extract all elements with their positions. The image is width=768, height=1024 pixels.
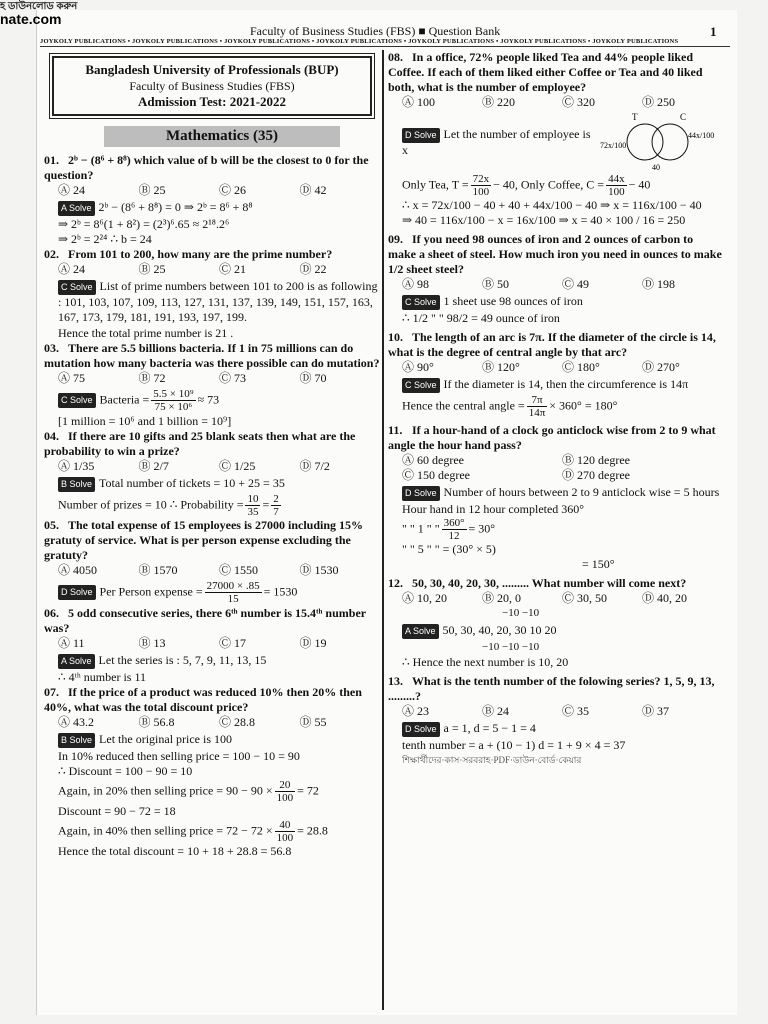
question-text: In a office, 72% people liked Tea and 44% people liked Coffee. If each of them liked either Coffee or Tea and 40 liked both, what is the number of employee? xyxy=(388,50,703,94)
option-d: Ⓓ 19 xyxy=(299,636,327,650)
option-d: Ⓓ 40, 20 xyxy=(642,591,688,605)
faculty-name: Faculty of Business Studies (FBS) xyxy=(129,79,295,93)
header-title: Faculty of Business Studies (FBS) ■ Question Bank xyxy=(250,24,501,38)
option-a: Ⓐ 24 xyxy=(58,183,86,197)
fraction: $\frac{27000 \times .85}{15}$ xyxy=(206,580,260,605)
question-text: 5 odd consecutive series, there 6ᵗʰ number is 15.4ᵗʰ number was? xyxy=(44,606,366,635)
solution-line: Number of hours between 2 to 9 anticlock wise = 5 hours xyxy=(443,485,720,499)
solution-line: ⇒ 2ᵇ = 2²⁴ ∴ b = 24 xyxy=(58,232,152,246)
option-b: Ⓑ 2/7 xyxy=(138,459,169,473)
question-number: 04. xyxy=(44,429,59,443)
exam-title-box xyxy=(52,56,372,116)
solution-text: Bacteria = xyxy=(99,392,150,407)
solution-line: Let the original price is 100 xyxy=(99,732,233,746)
option-d: Ⓓ 22 xyxy=(299,262,327,276)
option-b: Ⓑ 220 xyxy=(482,95,516,109)
option-b: Ⓑ 50 xyxy=(482,277,510,291)
option-b: Ⓑ 56.8 xyxy=(138,715,175,729)
option-c: Ⓒ 1550 xyxy=(219,563,259,577)
venn-left-value: 72x/100 xyxy=(600,141,627,150)
option-d: Ⓓ 37 xyxy=(642,704,670,718)
option-b: Ⓑ 25 xyxy=(138,262,166,276)
option-b: Ⓑ 120° xyxy=(482,360,520,374)
question-text: From 101 to 200, how many are the prime number? xyxy=(68,247,333,261)
answer-badge: B Solve xyxy=(58,733,95,748)
fraction: $\frac{40}{100}$ xyxy=(276,819,294,844)
option-a: Ⓐ 75 xyxy=(58,371,86,385)
option-c: Ⓒ 150 degree xyxy=(402,468,470,482)
question-text: 2ᵇ − (8⁶ + 8⁸) which value of b will be the closest to 0 for the question? xyxy=(44,153,369,182)
option-d: Ⓓ 7/2 xyxy=(299,459,330,473)
university-name: Bangladesh University of Professionals (BUP) xyxy=(85,62,339,77)
question-12 xyxy=(388,576,722,670)
left-column xyxy=(44,50,380,859)
answer-badge: D Solve xyxy=(402,486,440,501)
solution-text: = 72 xyxy=(297,783,319,798)
solution-line: ⇒ 2ᵇ = 8⁶(1 + 8²) = (2³)⁶.65 ≈ 2¹⁸.2⁶ xyxy=(58,217,230,231)
watermark-domain: nate.com xyxy=(0,11,62,27)
option-d: Ⓓ 270 degree xyxy=(562,468,630,482)
answer-badge: A Solve xyxy=(402,624,439,639)
option-b: Ⓑ 13 xyxy=(138,636,166,650)
option-a: Ⓐ 24 xyxy=(58,262,86,276)
solution-text: ≈ 73 xyxy=(197,392,220,407)
answer-badge: D Solve xyxy=(402,722,440,737)
question-01 xyxy=(44,153,380,247)
option-c: Ⓒ 1/25 xyxy=(219,459,256,473)
option-c: Ⓒ 28.8 xyxy=(219,715,256,729)
question-13 xyxy=(388,674,722,768)
answer-badge: A Solve xyxy=(58,201,95,216)
solution-text: − 40 xyxy=(628,177,651,192)
admission-test: Admission Test: 2021-2022 xyxy=(137,94,287,109)
question-text: There are 5.5 billions bacteria. If 1 in 75 millions can do mutation how many bacteria was there possible can do mutation? xyxy=(44,341,380,370)
option-d: Ⓓ 250 xyxy=(642,95,676,109)
solution-line: tenth number = a + (10 − 1) d = 1 + 9 × 4 = 37 xyxy=(402,738,626,752)
page-number: 1 xyxy=(710,24,717,39)
answer-badge: B Solve xyxy=(58,477,95,492)
question-number: 09. xyxy=(388,232,403,246)
solution-line: Discount = 90 − 72 = 18 xyxy=(58,804,176,818)
answer-badge: C Solve xyxy=(58,393,96,408)
question-text: If you need 98 ounces of iron and 2 ounces of carbon to make a sheet of steel. How much iron you need in ounces to make 1/2 sheet steel? xyxy=(388,232,722,276)
question-02 xyxy=(44,247,380,341)
solution-line: Let the series is : 5, 7, 9, 11, 13, 15 xyxy=(98,653,267,667)
solution-line: 2ᵇ − (8⁶ + 8⁸) = 0 ⇒ 2ᵇ = 8⁶ + 8⁸ xyxy=(98,200,253,214)
fraction: $\frac{7\pi}{14\pi}$ xyxy=(528,394,546,419)
solution-line: ∴ x = 72x/100 − 40 + 40 + 44x/100 − 40 ⇒ x = 116x/100 − 40 xyxy=(402,198,702,212)
answer-badge: C Solve xyxy=(402,295,440,310)
question-03 xyxy=(44,341,380,429)
footer-watermark: শিক্ষার্থীদের·কাস·সরবরাহ·PDF·ডাউন·বোর্ড·কেয়ার xyxy=(402,755,582,765)
option-c: Ⓒ 21 xyxy=(219,262,247,276)
solution-text: − 40, Only Coffee, C = xyxy=(493,177,605,192)
series-line: 50, 30, 40, 20, 30 10 20 xyxy=(442,623,557,637)
question-07 xyxy=(44,685,380,859)
solution-line: [1 million = 10⁶ and 1 billion = 10⁹] xyxy=(58,414,232,428)
question-number: 01. xyxy=(44,153,59,167)
solution-text: = 1530 xyxy=(263,584,298,599)
venn-right-value: 44x/100 xyxy=(688,131,715,140)
fraction: $\frac{20}{100}$ xyxy=(276,779,294,804)
solution-line: ∴ 1/2 " " 98/2 = 49 ounce of iron xyxy=(402,311,560,325)
solution-line: Hence the total prime number is 21 . xyxy=(58,326,234,340)
venn-label-coffee: C xyxy=(680,112,687,122)
question-text: If the price of a product was reduced 10% then 20% then 40%, what was the total discount price? xyxy=(44,685,362,714)
site-watermark xyxy=(0,0,77,26)
question-number: 10. xyxy=(388,330,403,344)
solution-line: Hour hand in 12 hour completed 360° xyxy=(402,502,585,516)
watermark-bangla: হ ডাউনলোড করুন xyxy=(0,1,78,12)
option-a: Ⓐ 11 xyxy=(58,636,85,650)
solution-line: ∴ 4ᵗʰ number is 11 xyxy=(58,670,147,684)
option-b: Ⓑ 25 xyxy=(138,183,166,197)
question-number: 11. xyxy=(388,423,403,437)
solution-line: ⇒ 40 = 116x/100 − x = 16x/100 ⇒ x = 40 × 100 / 16 = 250 xyxy=(402,213,686,227)
solution-line: Let the number of employee is x xyxy=(402,126,591,157)
solution-text: Again, in 20% then selling price = 90 − 90 × xyxy=(58,783,273,798)
solution-text: Hence the central angle = xyxy=(402,398,525,413)
question-number: 06. xyxy=(44,606,59,620)
option-a: Ⓐ 90° xyxy=(402,360,434,374)
solution-line: Total number of tickets = 10 + 25 = 35 xyxy=(99,476,285,490)
venn-diagram xyxy=(600,112,720,172)
fraction: $\frac{44x}{100}$ xyxy=(608,173,625,198)
option-d: Ⓓ 55 xyxy=(299,715,327,729)
solution-text: Again, in 40% then selling price = 72 − 72 × xyxy=(58,823,273,838)
answer-badge: C Solve xyxy=(402,378,440,393)
option-b: Ⓑ 24 xyxy=(482,704,510,718)
series-diff-bottom: −10 −10 −10 xyxy=(482,641,540,653)
option-c: Ⓒ 30, 50 xyxy=(562,591,608,605)
solution-text: = xyxy=(262,497,270,512)
solution-text: × 360° = 180° xyxy=(549,398,618,413)
column-divider xyxy=(382,50,384,1010)
question-10 xyxy=(388,330,722,419)
option-d: Ⓓ 198 xyxy=(642,277,676,291)
question-number: 07. xyxy=(44,685,59,699)
option-d: Ⓓ 1530 xyxy=(299,563,339,577)
question-text: The total expense of 15 employees is 27000 including 15% gratuty of service. What is per person expense excluding the gratuty? xyxy=(44,518,364,562)
answer-badge: A Solve xyxy=(58,654,95,669)
fraction: $\frac{10}{35}$ xyxy=(247,493,259,518)
solution-text: = 30° xyxy=(468,521,496,536)
solution-line: ∴ Hence the next number is 10, 20 xyxy=(402,655,569,669)
option-c: Ⓒ 49 xyxy=(562,277,590,291)
solution-text: Only Tea, T = xyxy=(402,177,469,192)
series-diff-top: −10 −10 xyxy=(502,607,540,619)
question-11 xyxy=(388,423,722,572)
option-d: Ⓓ 42 xyxy=(299,183,327,197)
option-b: Ⓑ 72 xyxy=(138,371,166,385)
fraction: $\frac{360^\circ}{12}$ xyxy=(443,517,465,542)
answer-badge: D Solve xyxy=(402,128,440,143)
option-a: Ⓐ 23 xyxy=(402,704,430,718)
option-d: Ⓓ 270° xyxy=(642,360,680,374)
option-a: Ⓐ 100 xyxy=(402,95,436,109)
option-b: Ⓑ 120 degree xyxy=(562,453,630,467)
option-a: Ⓐ 4050 xyxy=(58,563,98,577)
question-number: 03. xyxy=(44,341,59,355)
option-c: Ⓒ 180° xyxy=(562,360,600,374)
fraction: $\frac{2}{7}$ xyxy=(273,493,279,518)
option-a: Ⓐ 98 xyxy=(402,277,430,291)
question-09 xyxy=(388,232,722,326)
solution-line: a = 1, d = 5 − 1 = 4 xyxy=(443,721,536,735)
venn-label-tea: T xyxy=(632,112,638,122)
question-text: If there are 10 gifts and 25 blank seats then what are the probability to win a prize? xyxy=(44,429,356,458)
option-a: Ⓐ 60 degree xyxy=(402,453,464,467)
fraction: $\frac{72x}{100}$ xyxy=(472,173,490,198)
question-text: 50, 30, 40, 20, 30, ......... What number will come next? xyxy=(412,576,687,590)
option-d: Ⓓ 70 xyxy=(299,371,327,385)
section-title: Mathematics (35) xyxy=(104,126,340,147)
solution-text: Per Person expense = xyxy=(99,584,203,599)
right-column xyxy=(388,50,722,768)
question-number: 12. xyxy=(388,576,403,590)
option-a: Ⓐ 10, 20 xyxy=(402,591,448,605)
solution-line: If the diameter is 14, then the circumference is 14π xyxy=(443,377,689,391)
solution-text: " " 1 " " xyxy=(402,521,440,536)
question-06 xyxy=(44,606,380,685)
question-number: 08. xyxy=(388,50,403,64)
solution-line: = 150° xyxy=(582,557,615,571)
publisher-strip: JOYKOLY PUBLICATIONS • JOYKOLY PUBLICATIONS • JOYKOLY PUBLICATIONS • JOYKOLY PUBLICATIONS • JOYKOLY PUBLICATIONS • JOYKOLY PUBLICATIONS • JOYKOLY PUBLICATIONS xyxy=(40,38,730,47)
option-c: Ⓒ 35 xyxy=(562,704,590,718)
solution-text: = 28.8 xyxy=(297,823,328,838)
option-b: Ⓑ 20, 0 xyxy=(482,591,522,605)
question-text: What is the tenth number of the folowing series? 1, 5, 9, 13, .........? xyxy=(388,674,715,703)
option-c: Ⓒ 26 xyxy=(219,183,247,197)
answer-badge: C Solve xyxy=(58,280,96,295)
question-04 xyxy=(44,429,380,518)
question-number: 05. xyxy=(44,518,59,532)
question-number: 13. xyxy=(388,674,403,688)
question-text: If a hour-hand of a clock go anticlock wise from 2 to 9 what angle the hour hand pass? xyxy=(388,423,716,452)
option-c: Ⓒ 17 xyxy=(219,636,247,650)
question-08 xyxy=(388,50,722,228)
solution-line: Hence the total discount = 10 + 18 + 28.8 = 56.8 xyxy=(58,844,292,858)
fraction: $\frac{\text{5.5 × 10⁹}}{\text{75 × 10⁶}}$ xyxy=(153,388,194,413)
solution-line: List of prime numbers between 101 to 200 is as following : 101, 103, 107, 109, 113, 127, 131, 137, 139, 149, 151, 157, 163, 167, 173, 179, 181, 191, 193, 197, 199. xyxy=(58,279,378,324)
question-text: The length of an arc is 7π. If the diameter of the circle is 14, what is the degree of central angle by that arc? xyxy=(388,330,716,359)
solution-line: " " 5 " " = (30° × 5) xyxy=(402,542,496,556)
solution-line: ∴ Discount = 100 − 90 = 10 xyxy=(58,764,193,778)
venn-middle-value: 40 xyxy=(652,163,660,172)
option-b: Ⓑ 1570 xyxy=(138,563,178,577)
solution-line: In 10% reduced then selling price = 100 − 10 = 90 xyxy=(58,749,300,763)
question-05 xyxy=(44,518,380,605)
question-number: 02. xyxy=(44,247,59,261)
option-c: Ⓒ 320 xyxy=(562,95,596,109)
option-a: Ⓐ 1/35 xyxy=(58,459,95,473)
answer-badge: D Solve xyxy=(58,585,96,600)
option-c: Ⓒ 73 xyxy=(219,371,247,385)
solution-text: Number of prizes = 10 ∴ Probability = xyxy=(58,497,244,512)
solution-line: 1 sheet use 98 ounces of iron xyxy=(443,294,583,308)
option-a: Ⓐ 43.2 xyxy=(58,715,95,729)
